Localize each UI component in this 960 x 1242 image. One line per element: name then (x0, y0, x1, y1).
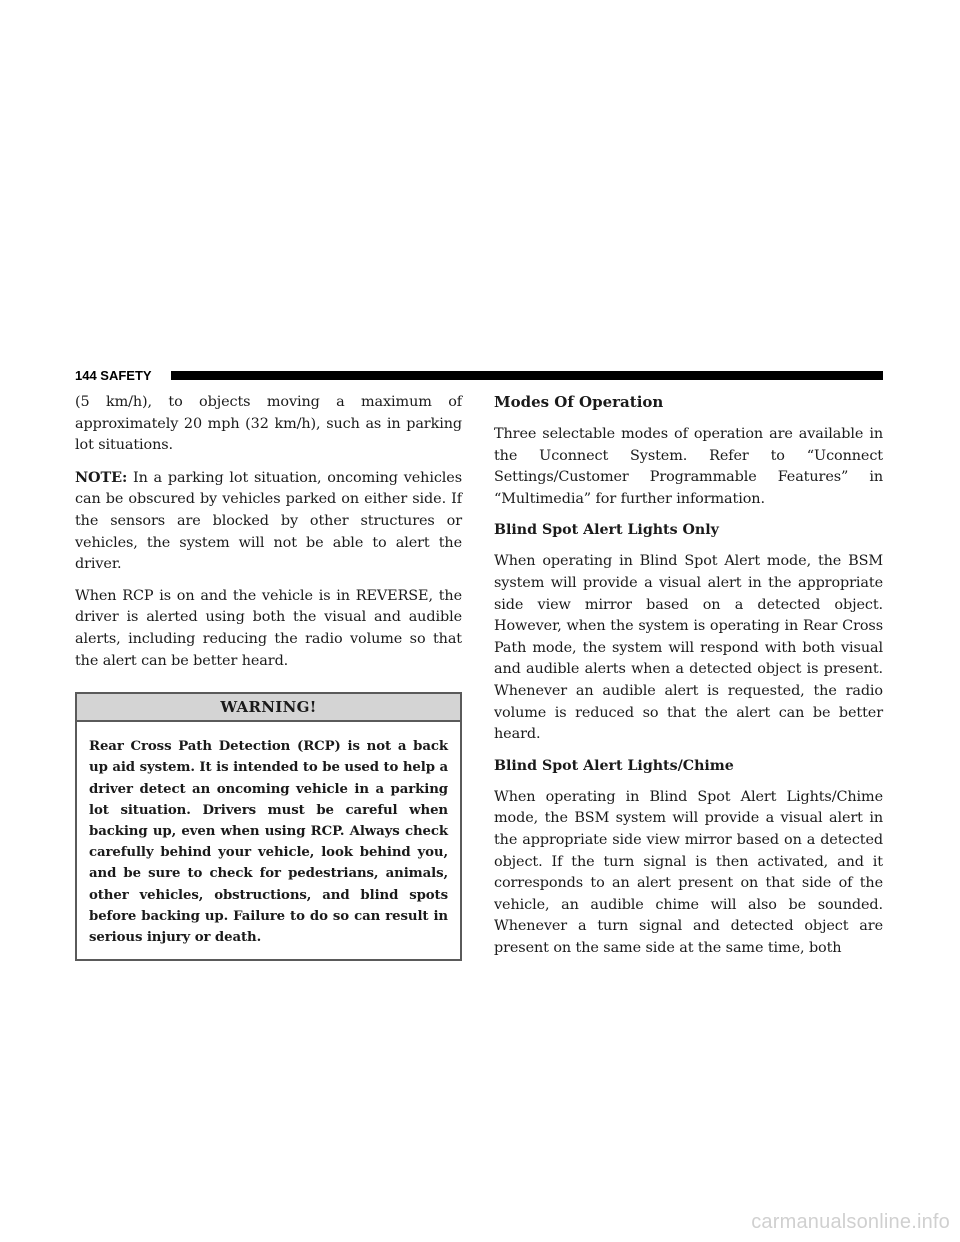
paragraph-rcp-reverse: When RCP is on and the vehicle is in REVERSE, the driver is alerted using both the visual and audible alerts, including reducing the radio volume so that the alert can be better heard. (75, 587, 462, 669)
paragraph-modes-intro: Three selectable modes of operation are available in the Uconnect System. Refer to “Uconnect Settings/Customer Programmable Features” in “Multimedia” for further information. (494, 426, 883, 507)
left-column (75, 392, 462, 961)
warning-box (75, 692, 462, 961)
section-heading-modes: Modes Of Operation (494, 393, 664, 411)
warning-title: WARNING! (77, 694, 460, 722)
warning-text: Rear Cross Path Detection (RCP) is not a back up aid system. It is intended to be used to help a driver detect an oncoming vehicle in a parking lot situation. Drivers must be careful when backing up, even when using RCP. Always check carefully behind your vehicle, look behind you, and be sure to check for pedestrians, animals, other vehicles, obstructions, and blind spots before backing up. Failure to do so can result in serious injury or death. (89, 739, 448, 945)
paragraph-speed-range: (5 km/h), to objects moving a maximum of approximately 20 mph (32 km/h), such as in parking lot situations. (75, 394, 462, 454)
paragraph-lights-chime: When operating in Blind Spot Alert Lights/Chime mode, the BSM system will provide a visual alert in the appropriate side view mirror based on a detected object. If the turn signal is then activated, and it corresponds to an alert present on that side of the vehicle, an audible chime will also be sounded. Whenever a turn signal and detected object are present on the same side at the same time, both (494, 788, 883, 956)
subheading-lights-chime: Blind Spot Alert Lights/Chime (494, 757, 734, 774)
right-column (494, 392, 883, 969)
page-header (75, 369, 883, 383)
paragraph-lights-only: When operating in Blind Spot Alert mode, the BSM system will provide a visual alert in the appropriate side view mirror based on a detected object. However, when the system is operating in Rear Cross Path mode, the system will respond with both visual and audible alerts when a detected object is present. Whenever an audible alert is requested, the radio volume is reduced so that the alert can be better heard. (494, 553, 883, 743)
subheading-lights-only: Blind Spot Alert Lights Only (494, 522, 719, 539)
note-paragraph (75, 467, 462, 576)
header-rule (171, 371, 883, 380)
site-watermark: carmanualsonline.info (751, 1211, 950, 1233)
note-label: NOTE: (75, 468, 128, 486)
page-header-label: 144 SAFETY (75, 368, 152, 383)
note-text: In a parking lot situation, oncoming vehicles can be obscured by vehicles parked on either side. If the sensors are blocked by other structures or vehicles, the system will not be able to alert the driver. (75, 469, 462, 573)
